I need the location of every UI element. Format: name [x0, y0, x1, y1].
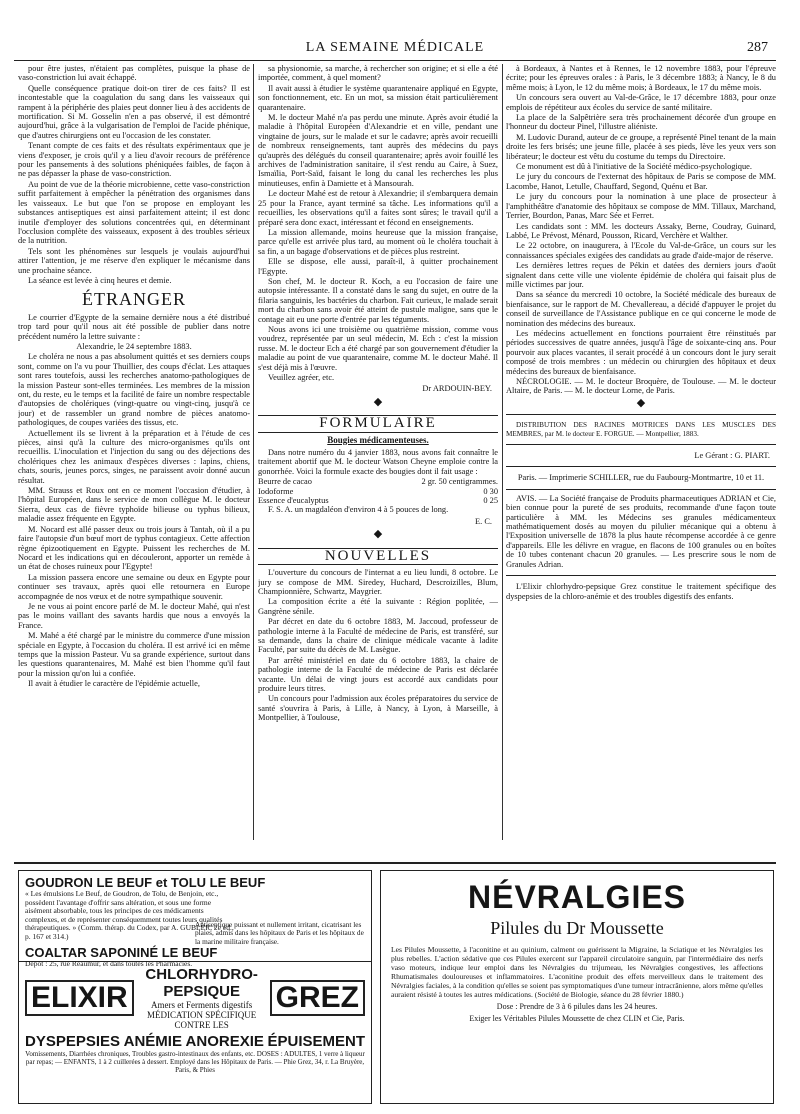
- paragraph: Tels sont les phénomènes sur lesquels je voulais aujourd'hui attirer l'attention, je me réserve d'en expliquer le mécanisme dans une prochaine séance.: [18, 246, 250, 275]
- recipe-line: Beurre de cacao 2 gr. 50 centigrammes.: [258, 477, 498, 487]
- ornament: ◆: [373, 395, 383, 408]
- goudron-ad: [19, 871, 371, 968]
- journal-title: LA SEMAINE MÉDICALE: [305, 40, 485, 55]
- elixir-word: ELIXIR: [25, 980, 134, 1016]
- imprimerie: Paris. — Imprimerie SCHILLER, rue du Faubourg-Montmartre, 10 et 11.: [517, 473, 765, 483]
- distribution-notice: DISTRIBUTION DES RACINES MOTRICES DANS LES MUSCLES DES MEMBRES, par M. le docteur E. FORGUE. — Montpellier, 1883.: [506, 421, 776, 438]
- paragraph: Le choléra ne nous a pas absolument quittés et ses derniers coups sont, comme on l'a vu pour Thuillier, des coups d'éclat. Les attaques sont rares toutefois, aussi les recherches anatomo-pathologiques de la mission Pasteur sont-elles terminées. Les membres de la mission ont, du reste, eu le temps et la facilité de faire un nombre respectable d'autopsies de cholériques (vingt-quatre ou vingt-cinq, jusqu'à ce jour) et de rassembler un grand nombre de pièces anatomo-pathologiques, de coupes variées des tissus, etc.: [18, 352, 250, 428]
- ornament: ◆: [636, 396, 646, 409]
- news-item: M. Ludovic Durand, auteur de ce groupe, a représenté Pinel tenant de la main droite les fers brisés; une jeune fille, placée à ses pieds, lève les yeux vers son libérateur; le docteur est vêtu du costume du temps du Directoire.: [506, 132, 776, 161]
- avis-block: [506, 489, 776, 569]
- news-item: Par arrêté ministériel en date du 6 octobre 1883, la chaire de pathologie interne de la Faculté de médecine de Paris est déclarée vacante. Un délai de vingt jours est accordé aux candidats pour produire leurs titres.: [258, 655, 498, 693]
- nevralgies-body: Les Pilules Moussette, à l'aconitine et au quinium, calment ou guérissent la Migraine, la Sciatique et les Névralgies les plus rebelles. L'action sédative que ces Pilules exercent sur l'appareil circulatoire sanguin, par l'intermédiaire des nerfs vaso moteurs, indique leur emploi dans les Névralgies du trijumeau, les Névralgies congestives, les affections Rhumatismales douloureuses et inflammatoires. L'aconitine produit des effets merveilleux dans le traitement des Névralgies faciales, à la condition qu'elles se soient pas symptomatiques d'une tumeur intracrânienne, alors même qu'elles auraient résisté à toutes les autres médications. (Société de Biologie, séance du 28 février 1880.): [391, 945, 763, 999]
- rule: [506, 414, 776, 415]
- rule: [506, 466, 776, 467]
- rule: [506, 575, 776, 576]
- paragraph: M. le docteur Mahé n'a pas perdu une minute. Après avoir étudié la maladie à l'hôpital Européen d'Alexandrie et en ville, pendant une vingtaine de jours, sur le malade et sur le cadavre; après avoir recueilli de nombreux renseignements, tant auprès des médecins du pays qu'auprès des délégués du conseil quarantenaire; après avoir fouillé les archives de l'administration sanitaire, il s'est rendu au Caire, à Suez, Ismaïlia, Port-Saïd, faisant le long du canal les recherches les plus minutieuses, enfin à Damiette et à Mansourah.: [258, 113, 498, 188]
- header-rule: [14, 60, 776, 61]
- news-item: Ce monument est dû à l'initiative de la Société médico-psychologique.: [516, 162, 752, 172]
- news-item: Le 22 octobre, on inaugurera, à l'Ecole du Val-de-Grâce, un cours sur les connaissances spéciales exigées des candidats au grade d'aide-major de réserve.: [506, 241, 776, 260]
- column-1: [18, 64, 250, 840]
- news-item: La place de la Salpêtrière sera très prochainement décorée d'un groupe en l'honneur du docteur Pinel, l'illustre aliéniste.: [506, 113, 776, 132]
- rule: [506, 444, 776, 445]
- news-item: Le jury du concours de l'externat des hôpitaux de Paris se compose de MM. Lacombe, Hanot, Letulle, Chauffard, Segond, Quénu et Bar.: [506, 172, 776, 191]
- elixir-banner: [25, 966, 365, 1030]
- column-divider: [253, 64, 254, 840]
- paragraph: Nous avons ici une troisième ou quatrième mission, comme vous voudrez, représentée par un seul médecin, M. Ech : c'est la mission russe. M. le docteur Ech a été chargé par son gouvernement d'étudier la maladie au point de vue quarantenaire, comme M. le docteur Mahé. Il s'est déjà mis à l'œuvre.: [258, 324, 498, 372]
- paragraph: La mission passera encore une semaine ou deux en Egypte pour continuer ses travaux, après quoi elle retournera en Europe accompagnée de nos vœux et de notre sympathique souvenir.: [18, 572, 250, 601]
- elixir-mid-line: MÉDICATION SPÉCIFIQUE CONTRE LES: [147, 1010, 257, 1030]
- recipe: [258, 477, 498, 505]
- gerant: Le Gérant : G. PIART.: [694, 451, 770, 461]
- nevralgies-dose: Dose : Prendre de 3 à 6 pilules dans les 24 heures.: [496, 1002, 658, 1011]
- paragraph: M. Mahé a été chargé par le ministre du commerce d'une mission spéciale en Egypte, à l'occasion du choléra. Il est arrivé ici en même temps que la mission Pasteur. Vu sa grande expérience, surtout dans les questions quarantenaires, M. Mahé est bien l'homme qu'il faut pour la mission qu'on lui a confiée.: [18, 631, 250, 678]
- ads-rule: [14, 862, 776, 864]
- section-title-nouvelles: NOUVELLES: [258, 548, 498, 565]
- ornament: ◆: [373, 528, 383, 541]
- news-item: La composition écrite a été la suivante : Région poplitée, — Gangrène sénile.: [258, 597, 498, 616]
- recipe-footnote: F. S. A. un magdaléon d'environ 4 à 5 pouces de long.: [268, 505, 449, 515]
- news-item: Dans sa séance du mercredi 10 octobre, la Société médicale des bureaux de bienfaisance, sur le rapport de M. Chevallereau, a décidé d'appuyer le projet du conseil de surveillance de l'Assistance publique en ce qui concerne le mode de nomination des médecins des bureaux.: [506, 290, 776, 328]
- nevralgies-subtitle: Pilules du Dr Moussette: [490, 918, 664, 938]
- intro-paragraph: Le courrier d'Egypte de la semaine dernière nous a été distribué trop tard pour qu'il nous ait été possible de publier dans notre précédent numéro la lettre suivante :: [18, 312, 250, 341]
- recipe-line: Essence d'eucalyptus 0 25: [258, 496, 498, 506]
- nevralgies-title: NÉVRALGIES: [467, 879, 687, 915]
- paragraph: La mission allemande, moins heureuse que la mission française, parce qu'elle est arrivée plus tard, au moment où le choléra touchait à sa fin, a un bagage d'observations et de pièces plus restreint.: [258, 227, 498, 256]
- paragraph: Dans notre numéro du 4 janvier 1883, nous avons fait connaître le traitement abortif que M. le docteur Watson Cheyne emploie contre la gonorrhée. Voici la formule exacte des bougies dont il fait usage :: [258, 448, 498, 476]
- goudron-title: GOUDRON LE BEUF et TOLU LE BEUF: [25, 875, 266, 890]
- paragraph: La séance est levée à cinq heures et demie.: [28, 275, 172, 285]
- elixir-ad: [19, 958, 371, 1079]
- news-item: Un concours sera ouvert au Val-de-Grâce, le 17 décembre 1883, pour onze emplois de répétiteur aux écoles du service de santé militaire.: [506, 93, 776, 112]
- page-number: 287: [747, 40, 768, 55]
- advertisement-right: [380, 870, 774, 1104]
- paragraph: Le docteur Mahé est de retour à Alexandrie; il s'embarquera demain 25 pour la France, ayant terminé sa tâche. Les informations qu'il a recueillies, les observations qu'il a faites sont sûres; le travail qu'il a préparé sera donc exact, intéressant et fécond en enseignements.: [258, 189, 498, 227]
- dateline: Alexandrie, le 24 septembre 1883.: [76, 341, 192, 351]
- news-item: à Bordeaux, à Nantes et à Rennes, le 12 novembre 1883, pour l'épreuve écrite; pour les épreuves orales : à Paris, le 3 décembre 1883; à Nancy, le 8 du même mois; à Lyon, le 12 du même mois; à Bordeaux, le 17 du même mois.: [506, 64, 776, 92]
- grez-word: GREZ: [270, 980, 365, 1016]
- news-item: Par décret en date du 6 octobre 1883, M. Jaccoud, professeur de pathologie interne à la Faculté de médecine de Paris, est transféré, sur sa demande, dans la chaire de clinique médicale vacante à ladite Faculté, par suite du décès de M. Lasègue.: [258, 617, 498, 655]
- paragraph: Il avait aussi à étudier le système quarantenaire appliqué en Egypte, son fonctionnement, etc. En un mot, sa mission était particulièrement quarantenaire.: [258, 83, 498, 112]
- news-item: Le jury du concours pour la nomination à une place de prosecteur à l'amphithéâtre d'anatomie des hôpitaux se compose de MM. Tillaux, Marchand, Terrier, Bourdon, Panas, Marc Sée et Ferret.: [506, 192, 776, 221]
- goudron-quote: « Les émulsions Le Beuf, de Goudron, de Tolu, de Benjoin, etc., possèdent l'avantage d'offrir sans altération, et sous une forme aisément absorbable, tous les principes de ces médicaments complexes, et de représenter conséquemment toutes leurs qualités thérapeutiques. » (Comm. thérap. du Codex, par A. GUBLER, 2e éd., p. 167 et 314.): [25, 889, 234, 941]
- column-3: [506, 64, 776, 840]
- signature: Dr ARDOUIN-BEY.: [422, 384, 492, 394]
- paragraph: pour être justes, n'étaient pas complètes, puisque la phase de vaso-constriction lui avait échappé.: [18, 64, 250, 83]
- news-item: Les dernières lettres reçues de Pékin et datées des derniers jours d'août signalent dans cette ville une violente épidémie de choléra qui faisait plus de mille victimes par jour.: [506, 261, 776, 289]
- nevralgies-footer: Exiger les Véritables Pilules Moussette de chez CLIN et Cie, Paris.: [469, 1014, 685, 1023]
- paragraph: Actuellement ils se livrent à la préparation et à l'étude de ces pièces, ainsi qu'à la culture des micro-organismes qu'ils ont recueillis. L'inoculation et l'injection du sang ou des déjections des cholériques chez les animaux d'espèces diverses : lapins, chiens, chats, souris, jeunes porcs, singes, ne paraissent avoir donné aucun résultat.: [18, 428, 250, 485]
- column-divider: [502, 64, 503, 840]
- news-item: Un concours pour l'admission aux écoles préparatoires du service de santé s'ouvrira à Paris, à Lille, à Nancy, à Lyon, à Marseille, à Montpellier, à Toulouse,: [258, 694, 498, 723]
- paragraph: Quelle conséquence pratique doit-on tirer de ces faits? Il est incontestable que la coagulation du sang dans les vaisseaux qui rampent à la périphérie des plaies peut donner lieu à des accidents de mortification. Si M. Gosselin n'en a pas observé, il est démontré aujourd'hui, grâce à la vulgarisation de l'emploi de l'acide phénique, que d'autres chirurgiens ont eu l'occasion de les constater.: [18, 83, 250, 140]
- formulaire-subtitle: Bougies médicamenteuses.: [327, 434, 429, 445]
- paragraph: Il avait à étudier le caractère de l'épidémie actuelle,: [28, 679, 200, 689]
- news-item: Les médecins actuellement en fonctions pourraient être réinstitués par périodes successives de quatre années, jusqu'à l'âge de soixante-cinq ans. Pour pourvoir aux places vacantes, il serait procédé à un concours dont le jury serait composé de trois membres : un médecin ou chirurgien des hôpitaux et deux médecins des bureaux de bienfaisance.: [506, 328, 776, 376]
- paragraph: Elle se dispose, elle aussi, paraît-il, à quitter prochainement l'Egypte.: [258, 257, 498, 276]
- paragraph: Son chef, M. le docteur R. Koch, a eu l'occasion de faire une autopsie intéressante. Il a constaté dans le sang du sujet, en outre de la filaria sanguinis, les bactéries du charbon. Fait curieux, le malade serait mort du charbon sans avoir été atteint de pustule maligne, sans que le contage ait eu une porte d'entrée par les téguments.: [258, 276, 498, 324]
- coaltar-title: COALTAR SAPONINÉ LE BEUF: [25, 944, 218, 960]
- paragraph: Tenant compte de ces faits et des résultats expérimentaux que je viens d'exposer, je crois qu'il y a lieu d'avoir recours de préférence pour les pansements à des solutions phéniquées faibles, de façon à ne pas dépasser la phase de vaso-constriction.: [18, 141, 250, 179]
- necrologie: NÉCROLOGIE. — M. le docteur Broquère, de Toulouse. — M. le docteur Altaire, de Paris. — M. le docteur Lorne, de Paris.: [506, 377, 776, 396]
- paragraph: M. Nocard est allé passer deux ou trois jours à Tantah, où il a pu faire l'autopsie d'un bœuf mort de typhus contagieux. Cette affection règne épizootiquement en Egypte. Puissent les recherches de M. Nocard et les indications qui en découleront, apporter un remède à un état de choses ruineux pour l'Egypte!: [18, 524, 250, 572]
- advertisement-left: [18, 870, 372, 1104]
- paragraph: Veuillez agréer, etc.: [268, 373, 335, 382]
- page-header: [14, 40, 776, 58]
- section-title-etranger: ÉTRANGER: [82, 289, 186, 310]
- elixir-indications: [25, 1033, 365, 1050]
- paragraph: Au point de vue de la théorie microbienne, cette vaso-constriction suffit parfaitement à empêcher la pénétration des organismes dans les vaisseaux. Le but que l'on se propose en employant les substances antiseptiques est ainsi parfaitement atteint; il est donc inutile d'employer des solutions concentrées qui, en déterminant l'occlusion complète des vaisseaux, exposent à des troubles sérieux de la nutrition.: [18, 179, 250, 246]
- news-item: Les candidats sont : MM. les docteurs Assaky, Berne, Coudray, Guinard, Labbé, Le Prévost, Ménard, Pousson, Ricard, Verchère et Walther.: [506, 221, 776, 240]
- coaltar-note: Antiseptique puissant et nullement irritant, cicatrisant les plaies, admis dans les hôpitaux de Paris et les hôpitaux de la marine militaire française.: [195, 920, 364, 946]
- paragraph: sa physionomie, sa marche, à rechercher son origine; et si elle a été importée, comment, à quel moment?: [258, 64, 498, 83]
- indication: ANÉMIE: [123, 1033, 182, 1050]
- elixir-mid-line: Amers et Ferments digestifs: [151, 1000, 253, 1010]
- paragraph: Je ne vous ai point encore parlé de M. le docteur Mahé, qui n'est pas le moins vaillant des savants hardis que nous a envoyés la France.: [18, 601, 250, 630]
- elixir-note: L'Elixir chlorhydro-pepsique Grez constitue le traitement spécifique des dyspepsies de la chloro-anémie et des troubles digestifs des enfants.: [506, 582, 776, 601]
- news-item: L'ouverture du concours de l'internat a eu lieu lundi, 8 octobre. Le jury se compose de MM. Siredey, Huchard, Descroizilles, Blum, Championnière, Schwartz, Maygrier.: [258, 568, 498, 596]
- section-title-formulaire: FORMULAIRE: [258, 415, 498, 432]
- recipe-line: Iodoforme 0 30: [258, 486, 498, 496]
- indication: ÉPUISEMENT: [267, 1033, 365, 1050]
- indication: ANOREXIE: [185, 1033, 264, 1050]
- elixir-mid-title: CHLORHYDRO-PEPSIQUE: [145, 966, 258, 1000]
- recipe-signature: E. C.: [475, 516, 492, 526]
- column-2: [258, 64, 498, 840]
- indication: DYSPEPSIES: [25, 1033, 121, 1050]
- avis-text: AVIS. — La Société française de Produits pharmaceutiques ADRIAN et Cie, bien connue pour la pureté de ses produits, recommande d'une façon toute particulière à MM. les Médecins ses granules médicamenteux mathématiquement dosés au moyen du pilulier mécanique qui a obtenu à l'Exposition universelle de 1878 la plus haute récompense accordée à ce genre d'appareils. Elle les délivre en vrague, en flacons de 100 granules ou en boîtes de 10 tubes contenant chacun 20 granules. — Les prescrire sous le nom de Granules Adrian.: [506, 493, 776, 569]
- paragraph: MM. Strauss et Roux ont en ce moment l'occasion d'étudier, à l'hôpital Européen, dans le service de mon collègue M. le docteur Sierra, deux cas de fièvre typhoïde bilieuse ou typhus bilieux, maladie assez fréquente en Egypte.: [18, 486, 250, 524]
- elixir-middle: [134, 966, 270, 1030]
- coaltar-depot: Dépôt : 25, rue Réaumur, et dans toutes les Pharmacies.: [25, 958, 193, 968]
- elixir-small-print: Vomissements, Diarrhées chroniques, Troubles gastro-intestinaux des enfants, etc. DOSES : ADULTES, 1 verre à liqueur par repas; — ENFANTS, 1 à 2 cuillerées à dessert. Employé dans les Hôpitaux de Paris. — Phie Grez, 34, r. La Bruyère, Paris, & Phies: [25, 1050, 365, 1075]
